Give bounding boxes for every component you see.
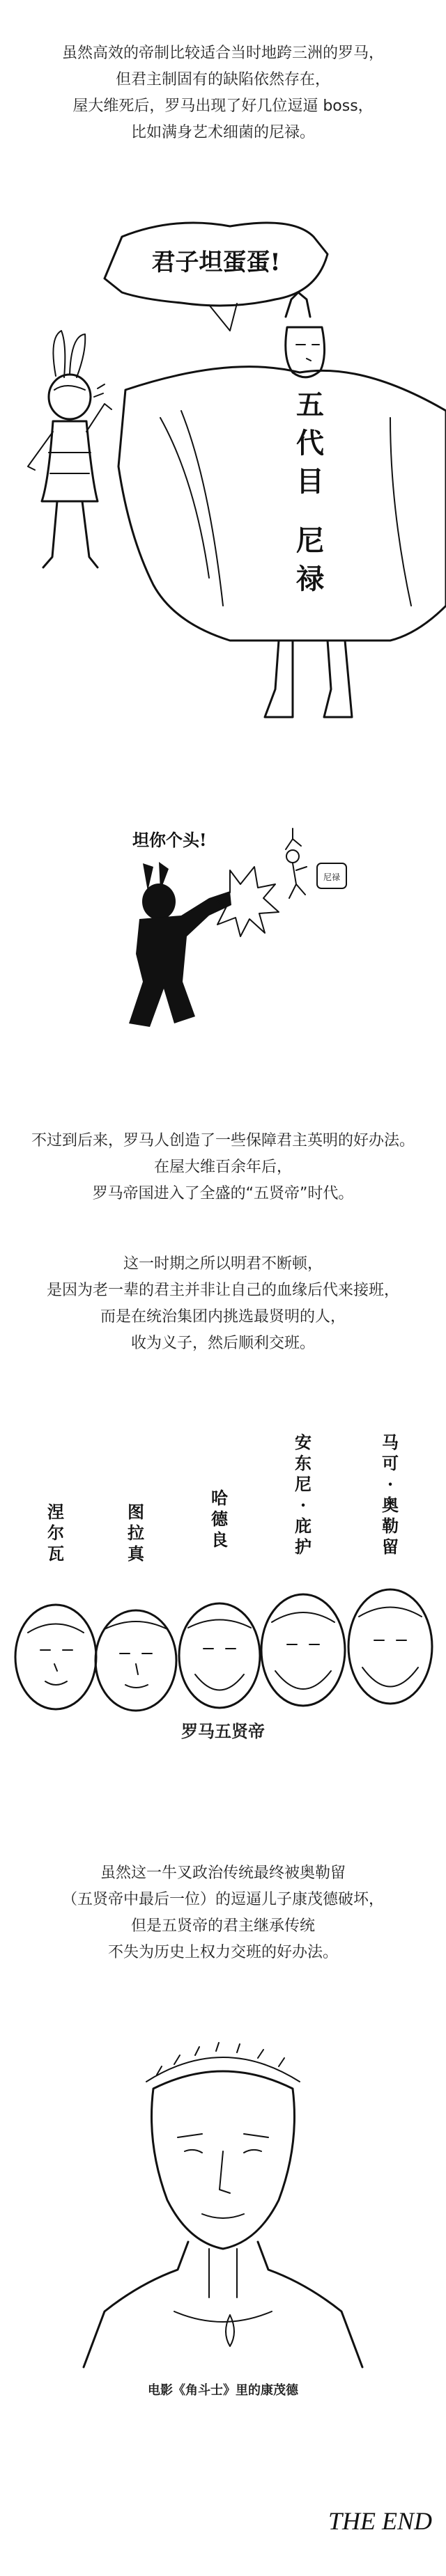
laurel-wreath [146, 2057, 300, 2082]
emperor-name-char: 留 [382, 1537, 399, 1557]
emperor-name-char: 马 [382, 1432, 399, 1452]
golden-age-line: 罗马帝国进入了全盛的“五贤帝”时代。 [92, 1185, 354, 1202]
nero-tag-text: 尼禄 [323, 872, 341, 882]
emperor-name-char: 真 [128, 1544, 144, 1564]
emperor-name-char: 庇 [295, 1516, 312, 1536]
shout-text: 坦你个头! [132, 830, 207, 850]
emperor-name-char: 德 [211, 1509, 228, 1529]
succession-line: 收为义子，然后顺利交班。 [130, 1335, 315, 1352]
silhouette-figure [129, 862, 231, 1027]
nero-figure [118, 292, 446, 717]
emperor-name-char: · [387, 1474, 394, 1494]
commodus-caption [0, 2378, 446, 2404]
emperor-name-char: 勒 [382, 1516, 399, 1536]
emperor-heads [15, 1589, 432, 1711]
succession-line: 这一时期之所以明君不断顿， [123, 1255, 323, 1273]
emperor-name-char: 护 [295, 1537, 312, 1557]
intro-line: 比如满身艺术细菌的尼禄。 [130, 124, 315, 141]
emperor-name-char: 涅 [47, 1502, 64, 1522]
emperors-caption [0, 1718, 446, 1745]
nero-cloak-illustration [0, 188, 446, 731]
emperor-name-char: 东 [295, 1453, 312, 1473]
punch-illustration [0, 787, 446, 1037]
emperor-name-char: 哈 [211, 1488, 228, 1508]
intro-line: 屋大维死后，罗马出现了好几位逗逼 boss， [72, 97, 374, 115]
golden-age-line: 在屋大维百余年后， [153, 1159, 292, 1176]
five-emperors-illustration [0, 1420, 446, 1713]
cloak-text-char: 代 [296, 427, 324, 460]
emperor-name-char: 拉 [128, 1523, 144, 1543]
emperor-name-char: 图 [128, 1502, 144, 1522]
commodus-portrait [0, 2005, 446, 2367]
succession-line: 而是在统治集团内挑选最贤明的人， [100, 1308, 346, 1326]
emperor-name-char: 可 [382, 1453, 399, 1473]
commodus-line: 但是五贤帝的君主继承传统 [130, 1917, 315, 1935]
emperor-name-char: 奥 [382, 1495, 399, 1515]
speech-text: 君子坦蛋蛋! [151, 249, 281, 276]
emperor-name-char: 尼 [295, 1474, 312, 1494]
emperor-name-char: 瓦 [47, 1544, 64, 1564]
succession-line: 是因为老一辈的君主并非让自己的血缘后代来接班， [46, 1282, 399, 1299]
cloak-text-char: 目 [296, 465, 324, 498]
emperor-name-char: 安 [295, 1432, 312, 1452]
succession-paragraph [0, 1251, 446, 1357]
intro-line: 但君主制固有的缺陷依然存在， [115, 71, 330, 88]
flying-nero-figure [286, 828, 346, 898]
intro-line: 虽然高效的帝制比较适合当时地跨三洲的罗马， [61, 45, 384, 62]
cloak-text-char: 尼 [296, 524, 324, 557]
intro-paragraph [0, 40, 446, 146]
emperor-name-char: 良 [211, 1530, 228, 1550]
emperor-name-char: · [300, 1495, 307, 1515]
golden-age-paragraph [0, 1128, 446, 1207]
commodus-line: 不失为历史上权力交班的好办法。 [107, 1944, 338, 1961]
emperors-caption-text: 罗马五贤帝 [181, 1721, 265, 1741]
commodus-line: 虽然这一牛叉政治传统最终被奥勒留 [100, 1864, 346, 1882]
cloak-text-char: 五 [296, 388, 324, 421]
commodus-paragraph [0, 1860, 446, 1966]
cloak-text-char: 禄 [296, 563, 324, 595]
emperor-name-char: 尔 [47, 1523, 64, 1543]
the-end-text: THE END [328, 2507, 432, 2535]
golden-age-line: 不过到后来，罗马人创造了一些保障君主英明的好办法。 [31, 1132, 415, 1149]
commodus-caption-text: 电影《角斗士》里的康茂德 [148, 2383, 298, 2398]
cloak [118, 367, 446, 641]
bunny-girl-figure [28, 331, 112, 567]
commodus-line: （五贤帝中最后一位）的逗逼儿子康茂德破坏， [61, 1891, 384, 1908]
